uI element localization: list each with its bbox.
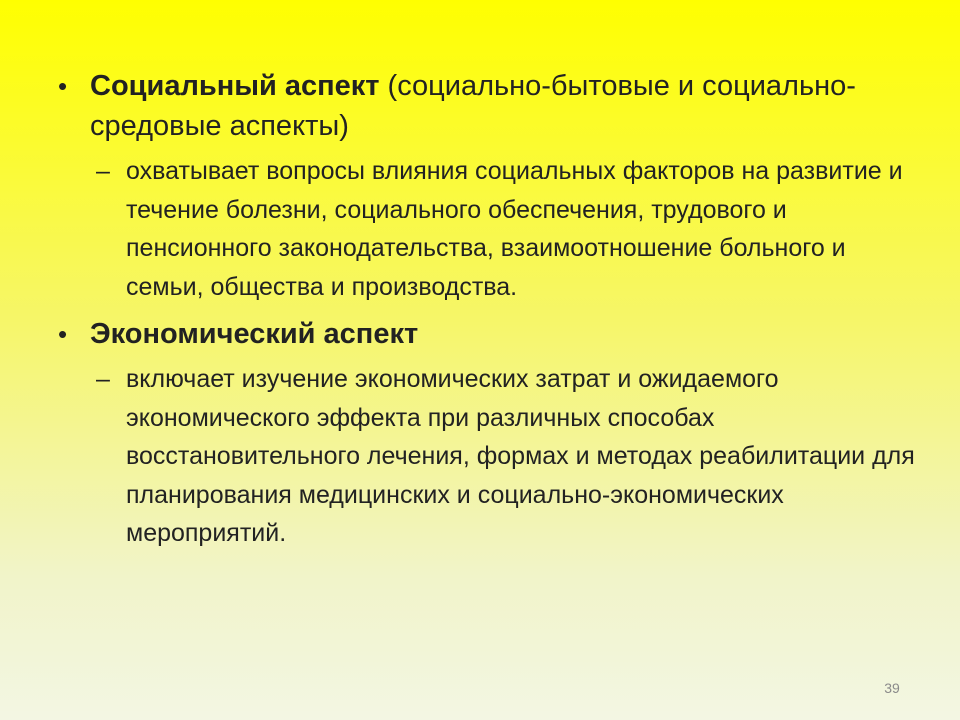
bullet-heading-economic: Экономический аспект [90,318,419,350]
slide-content [58,66,928,561]
dash-icon: – [96,157,110,185]
bullet-item-economic [58,314,928,354]
bullet-heading-social-note: (социально-бытовые и социально-средовые аспекты) [90,70,856,142]
sub-item-social-text: охватывает вопросы влияния социальных факторов на развитие и течение болезни, социального обеспечения, трудового и пенсионного законодательства, взаимоотношение больного и семьи, общества и производства. [126,157,903,301]
bullet-heading-social: Социальный аспект [90,70,380,102]
bullet-item-social [58,66,928,146]
bullet-icon: • [58,319,68,349]
bullet-icon: • [58,71,68,101]
sub-item-social [96,152,916,306]
slide-number: 39 [884,680,900,696]
sub-item-economic-text: включает изучение экономических затрат и ожидаемого экономического эффекта при различных способах восстановительного лечения, формах и методах реабилитации для планирования медицинских и социально-экономических мероприятий. [126,365,915,547]
dash-icon: – [96,365,110,393]
sub-item-economic [96,360,916,553]
